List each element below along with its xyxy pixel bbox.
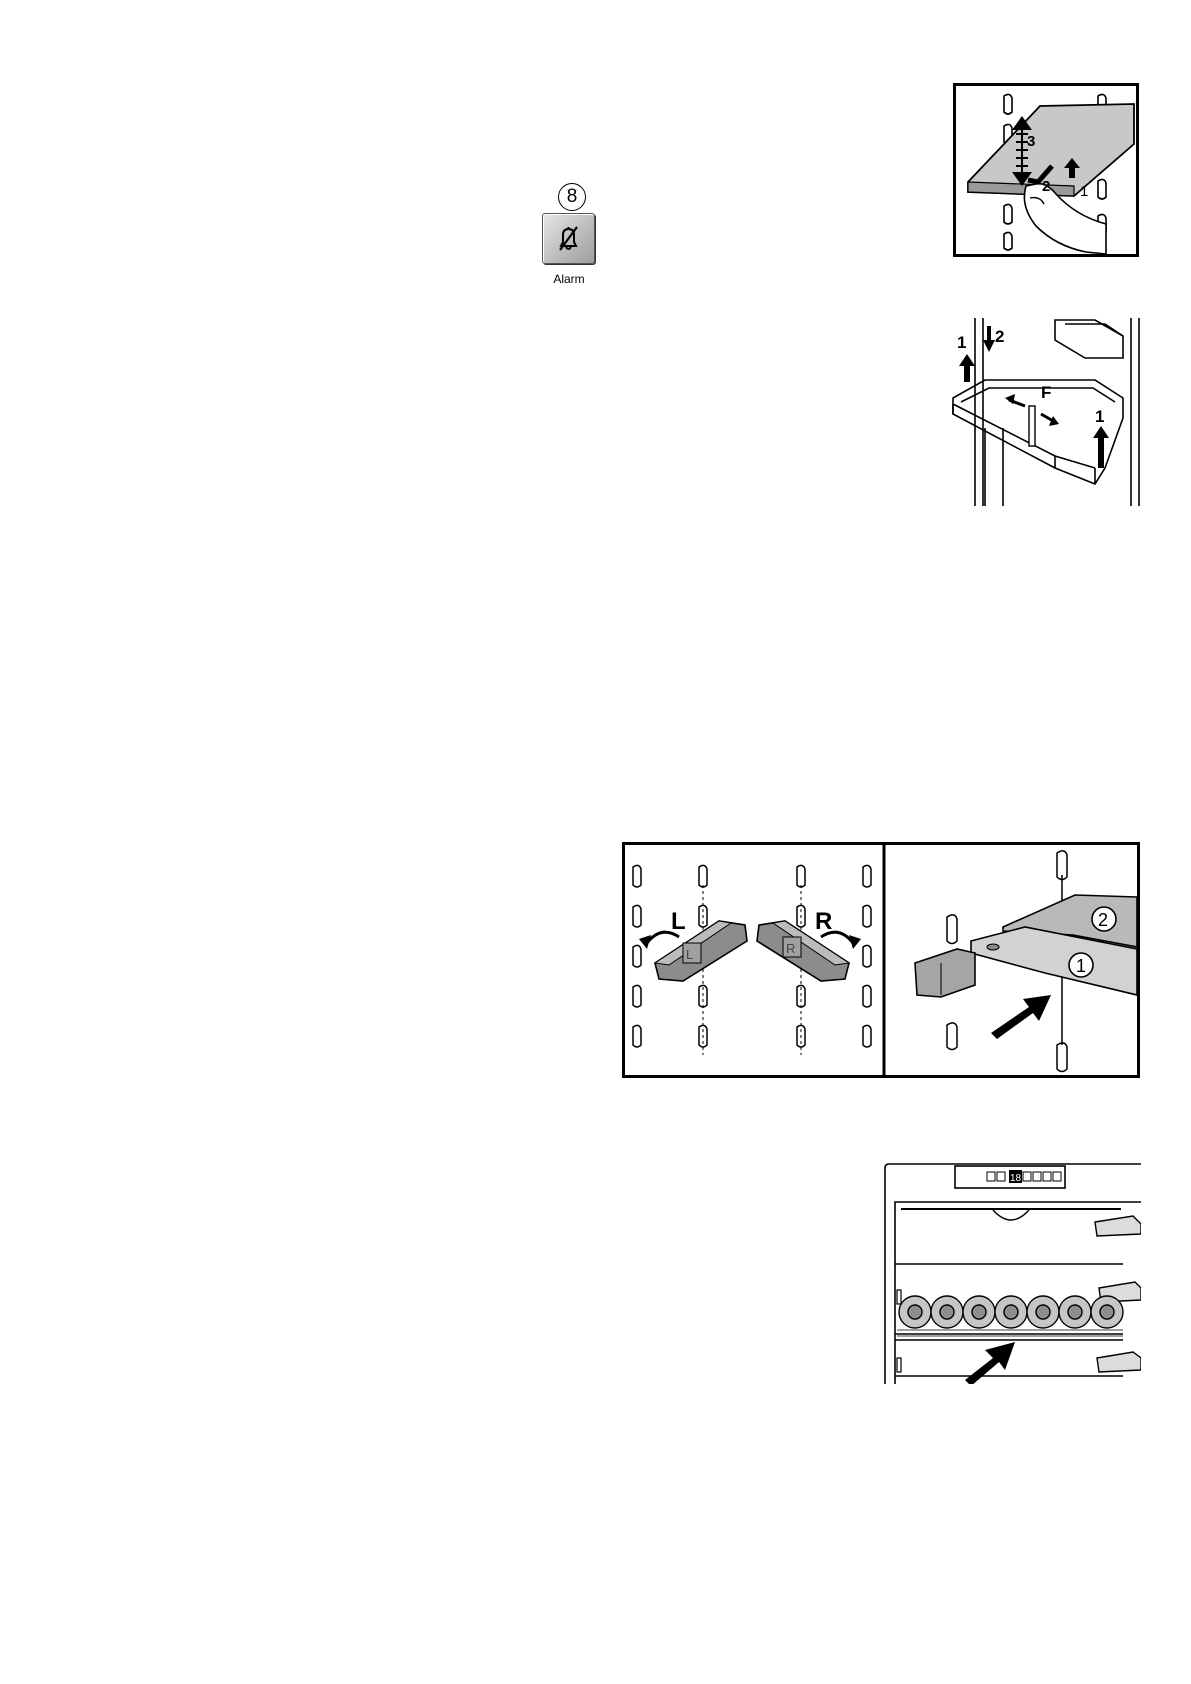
step-label: 3 [1027,133,1036,150]
bracket-mark-r: R [786,941,796,956]
alarm-button[interactable] [542,213,595,264]
step-number-circle [558,183,586,211]
step-label: 2 [995,327,1005,346]
figure-bottle-rack [883,1162,1141,1384]
divider-label: F [1041,383,1052,402]
figure-door-rack [945,318,1141,506]
alarm-label: Alarm [553,272,585,286]
shelf-mark-1: 1 [1076,956,1087,976]
figure-shelf-removal [953,83,1139,257]
step-label: 2 [1042,178,1051,195]
figure-shelf-brackets [622,842,1140,1078]
bottle-rack-illustration [883,1162,1141,1384]
right-bracket-label: R [815,908,833,935]
bell-off-icon [543,214,594,263]
shelf-brackets-illustration [625,845,1137,1075]
step-label: 1 [957,333,967,352]
door-rack-illustration [945,318,1141,506]
left-bracket-label: L [671,908,686,935]
shelf-mark-2: 2 [1098,910,1109,930]
display-digits: 18 [1010,1173,1022,1184]
shelf-removal-illustration [956,86,1136,254]
bracket-mark-l: L [686,947,694,962]
step-label: 1 [1080,183,1089,200]
step-number: 8 [566,186,578,207]
step-label: 1 [1095,407,1105,426]
